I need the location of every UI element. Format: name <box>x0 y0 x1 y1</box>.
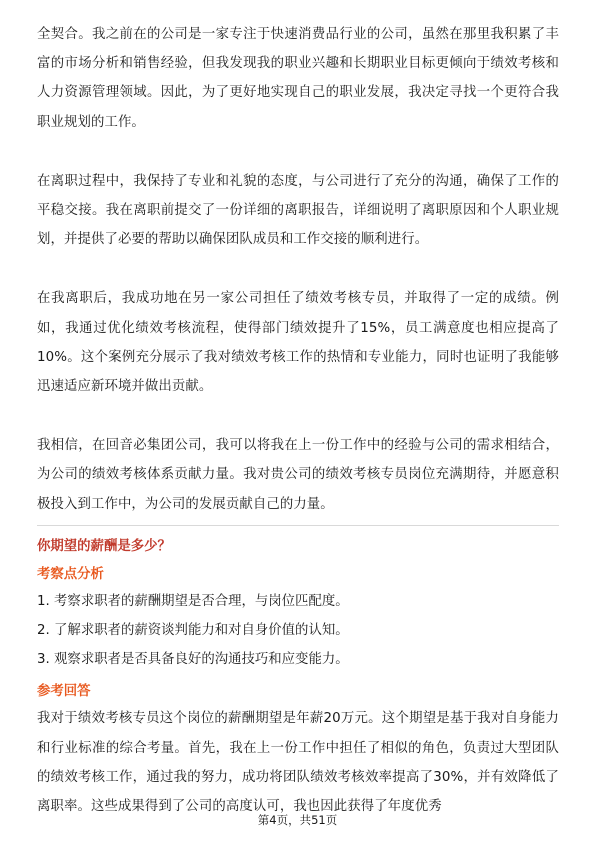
analysis-point-3: 3. 观察求职者是否具备良好的沟通技巧和应变能力。 <box>37 652 349 668</box>
section-divider <box>37 525 559 526</box>
body-paragraph-2: 在离职过程中，我保持了专业和礼貌的态度，与公司进行了充分的沟通，确保了工作的平稳交接。我在离职前提交了一份详细的离职报告，详细说明了离职原因和个人职业规划，并提供了必要的帮助以确保团队成员和工作交接的顺利进行。 <box>37 173 559 248</box>
question-title: 你期望的薪酬是多少？ <box>37 538 171 554</box>
body-paragraph-3: 在我离职后，我成功地在另一家公司担任了绩效考核专员，并取得了一定的成绩。例如，我通过优化绩效考核流程，使得部门绩效提升了15%，员工满意度也相应提高了10%。这个案例充分展示了我对绩效考核工作的热情和专业能力，同时也证明了我能够迅速适应新环境并做出贡献。 <box>37 291 559 395</box>
page-number: 第4页，共51页 <box>257 813 338 827</box>
answer-text: 我对于绩效考核专员这个岗位的薪酬期望是年薪20万元。这个期望是基于我对自身能力和行业标准的综合考量。首先，我在上一份工作中担任了相似的角色，负责过大型团队的绩效考核工作，通过我的努力，成功将团队绩效考核效率提高了30%，并有效降低了离职率。这些成果得到了公司的高度认可，我也因此获得了年度优秀 <box>37 711 559 815</box>
analysis-point-2: 2. 了解求职者的薪资谈判能力和对自身价值的认知。 <box>37 623 349 639</box>
analysis-heading: 考察点分析 <box>37 566 104 582</box>
answer-heading: 参考回答 <box>37 684 91 700</box>
body-paragraph-4: 我相信，在回音必集团公司，我可以将我在上一份工作中的经验与公司的需求相结合，为公司的绩效考核体系贡献力量。我对贵公司的绩效考核专员岗位充满期待，并愿意积极投入到工作中，为公司的发展贡献自己的力量。 <box>37 438 559 512</box>
body-paragraph-1: 全契合。我之前在的公司是一家专注于快速消费品行业的公司，虽然在那里我积累了丰富的市场分析和销售经验，但我发现我的职业兴趣和长期职业目标更倾向于绩效考核和人力资源管理领域。因此，为了更好地实现自己的职业发展，我决定寻找一个更符合我职业规划的工作。 <box>37 27 559 130</box>
analysis-point-1: 1. 考察求职者的薪酬期望是否合理，与岗位匹配度。 <box>37 593 349 609</box>
